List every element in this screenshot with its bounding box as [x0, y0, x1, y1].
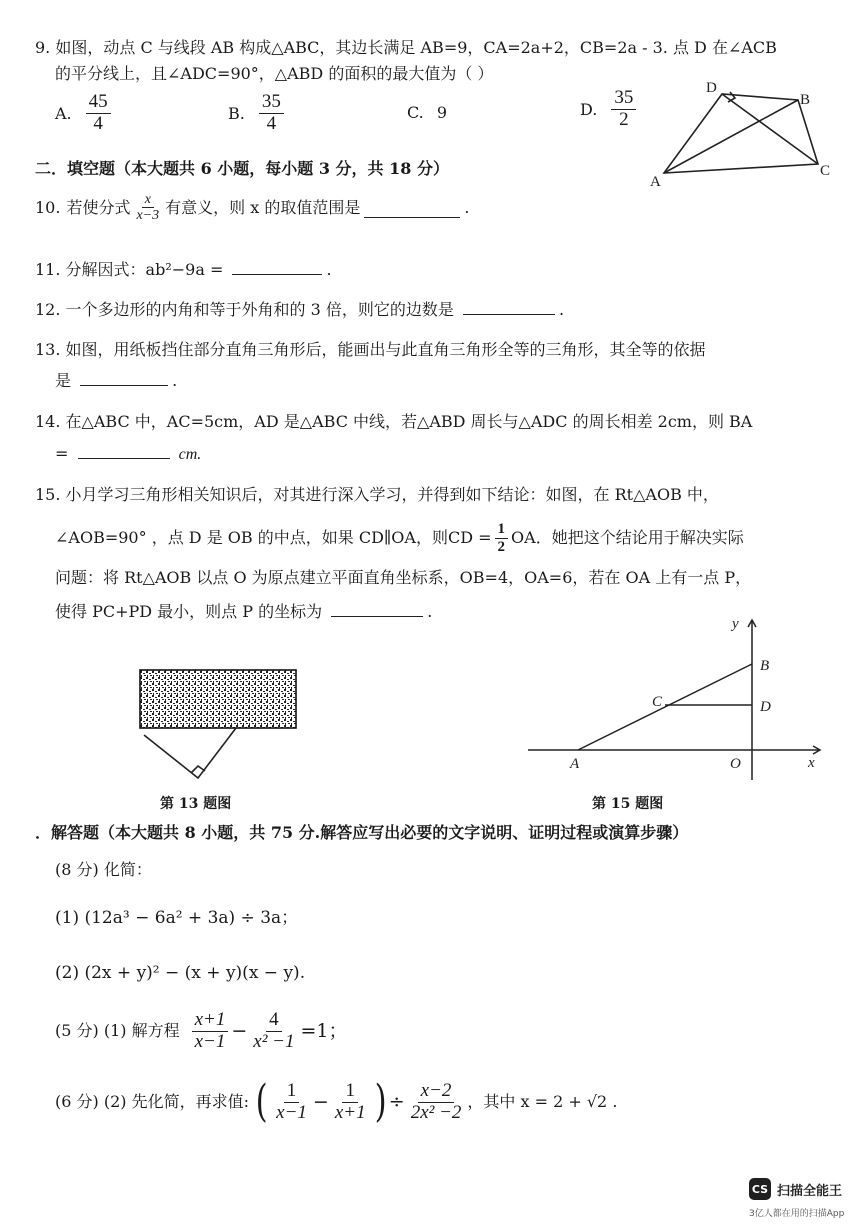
answer-blank[interactable]	[364, 197, 460, 218]
label-d: D	[706, 80, 717, 96]
question-text: 如图，用纸板挡住部分直角三角形后，能画出与此直角三角形全等的三角形，其全等的依据	[65, 340, 706, 359]
denominator: x² −1	[253, 1030, 295, 1052]
watermark-title: 扫描全能王	[777, 1183, 843, 1199]
numerator: 1	[495, 521, 509, 539]
label-o: O	[730, 756, 741, 772]
figure-q13-cardboard-triangle	[128, 665, 308, 790]
question-16-heading: (8 分) 化简：	[55, 860, 152, 879]
cardboard-cover	[140, 670, 296, 728]
right-paren: )	[374, 1076, 387, 1127]
label-c: C	[820, 163, 831, 179]
answer-blank[interactable]	[232, 256, 322, 275]
question-15-line3: 问题：将 Rt△AOB 以点 O 为原点建立平面直角坐标系，OB=4，OA=6，若在 OA 上有一点 P，	[55, 568, 752, 587]
left-paren: (	[255, 1076, 268, 1127]
question-17	[55, 1006, 348, 1056]
question-text: 若使分式	[66, 197, 131, 217]
question-number: 15.	[35, 485, 61, 504]
label-a: A	[650, 174, 661, 190]
question-text: 分解因式：ab²−9a =	[65, 260, 224, 279]
scanner-watermark	[749, 1178, 842, 1200]
question-16-part1: (1) (12a³ − 6a² + 3a) ÷ 3a；	[55, 908, 299, 928]
option-value: 9	[436, 103, 448, 122]
question-12: 12. 一个多边形的内角和等于外角和的 3 倍，则它的边数是 .	[35, 296, 564, 321]
question-number: 11.	[35, 260, 61, 279]
option-label: D.	[580, 99, 598, 119]
fraction-2	[332, 1081, 369, 1124]
question-text: ∠AOB=90° ，点 D 是 OB 的中点，如果 CD∥OA，则CD =	[55, 528, 492, 547]
label-c: C	[652, 694, 663, 710]
question-15-line2	[55, 521, 744, 555]
denominator: x+1	[334, 1101, 366, 1123]
question-14-line2	[55, 440, 201, 466]
numerator: 45	[86, 92, 111, 114]
question-13-line1	[35, 339, 706, 361]
triangle-visible-part	[144, 728, 236, 778]
numerator: 35	[611, 88, 636, 110]
question-18	[55, 1073, 617, 1131]
question-text: 在△ABC 中，AC=5cm，AD 是△ABC 中线，若△ABD 周长与△ADC 的周长相差 2cm，则 BA	[65, 412, 753, 431]
numerator: x−2	[418, 1081, 455, 1103]
option-a	[55, 92, 114, 135]
question-number: 12.	[35, 300, 61, 319]
caption-fig15: 第 15 题图	[592, 796, 664, 812]
question-9-line2: 的平分线上，且∠ADC=90°，△ABD 的面积的最大值为（ ）	[55, 64, 494, 83]
section-3-heading: ．解答题（本大题共 8 小题，共 75 分.解答应写出必要的文字说明、证明过程或演算步骤）	[35, 823, 689, 842]
question-15-line4: 使得 PC+PD 最小，则点 P 的坐标为 .	[55, 598, 432, 623]
denominator: 4	[266, 112, 277, 134]
answer-blank[interactable]	[80, 367, 168, 386]
question-number: 10.	[35, 197, 61, 217]
caption-fig13: 第 13 题图	[160, 796, 232, 812]
option-fraction	[611, 88, 636, 131]
question-number: 9.	[35, 38, 51, 57]
question-text: 使得 PC+PD 最小，则点 P 的坐标为	[55, 602, 323, 621]
option-label: C.	[407, 103, 424, 122]
answer-blank[interactable]	[78, 440, 170, 459]
minus-sign: −	[312, 1091, 329, 1113]
question-16-part2: (2) (2x + y)² − (x + y)(x − y).	[55, 963, 306, 983]
label-x: x	[808, 755, 815, 771]
question-10: 10. 若使分式 $\frac{x}{x-3}$ 有意义，则 x 的取值范围是 .	[35, 192, 470, 224]
answer-blank[interactable]	[331, 598, 423, 617]
denominator: 2	[497, 538, 506, 555]
question-text: 是	[55, 371, 72, 390]
option-b	[228, 92, 287, 135]
equation-tail: =1；	[300, 1020, 348, 1042]
segment-ab	[578, 664, 752, 750]
denominator: x−1	[276, 1101, 307, 1123]
equals-sign: =	[55, 444, 69, 463]
division-sign: ÷	[388, 1091, 405, 1113]
figure-q15-coordinate	[520, 612, 830, 792]
cs-logo-icon: CS	[749, 1178, 771, 1200]
option-fraction	[86, 92, 111, 135]
fraction-1	[192, 1010, 229, 1053]
label-a: A	[570, 756, 580, 772]
figure-q9-quadrilateral	[640, 76, 840, 191]
option-d	[580, 88, 639, 131]
question-number: 13.	[35, 340, 61, 359]
question-number: 14.	[35, 412, 61, 431]
right-angle-mark	[728, 92, 735, 102]
fraction-one-half	[495, 521, 509, 555]
label-d: D	[760, 699, 771, 715]
unit: cm.	[178, 446, 202, 463]
fraction	[133, 192, 162, 224]
label-y: y	[732, 616, 739, 632]
question-text: 一个多边形的内角和等于外角和的 3 倍，则它的边数是	[65, 300, 454, 319]
option-c	[407, 103, 447, 122]
question-text: 如图，动点 C 与线段 AB 构成△ABC，其边长满足 AB=9，CA=2a+2，CB=2a - 3. 点 D 在∠ACB	[55, 38, 777, 57]
question-9-line1	[35, 37, 777, 59]
denominator: x−1	[194, 1030, 226, 1052]
label-b: B	[800, 92, 811, 108]
question-15-line1	[35, 484, 719, 506]
condition-text: ，其中 x = 2 + √2 .	[467, 1092, 618, 1111]
denominator: 2x² −2	[410, 1101, 462, 1123]
option-fraction	[259, 92, 284, 135]
numerator: 1	[342, 1081, 358, 1103]
question-text: (5 分) (1) 解方程	[55, 1021, 180, 1040]
question-text: OA．她把这个结论用于解决实际	[511, 528, 744, 547]
watermark-subtitle: 3亿人都在用的扫描App	[749, 1209, 845, 1219]
denominator: 2	[619, 108, 629, 130]
minus-sign: −	[231, 1020, 248, 1042]
numerator: x	[142, 192, 154, 208]
question-text: 小月学习三角形相关知识后，对其进行深入学习，并得到如下结论：如图，在 Rt△AOB 中，	[65, 485, 719, 504]
numerator: x+1	[192, 1010, 229, 1032]
fraction-1	[273, 1081, 310, 1124]
denominator: 4	[93, 112, 103, 134]
numerator: 4	[266, 1010, 282, 1032]
numerator: 35	[259, 92, 284, 114]
denominator: x−3	[136, 208, 160, 224]
answer-blank[interactable]	[463, 296, 555, 315]
numerator: 1	[284, 1081, 300, 1103]
fraction-2	[250, 1010, 297, 1053]
question-text: 有意义，则 x 的取值范围是	[165, 197, 361, 217]
question-14-line1	[35, 411, 752, 433]
question-text: (6 分) (2) 先化简，再求值:	[55, 1092, 249, 1111]
option-label: B.	[228, 103, 245, 123]
question-11: 11. 分解因式：ab²−9a = .	[35, 256, 332, 281]
section-2-heading: 二．填空题（本大题共 6 小题，每小题 3 分，共 18 分）	[35, 159, 449, 178]
question-13-line2: 是 .	[55, 367, 177, 392]
fraction-3	[408, 1081, 465, 1124]
option-label: A.	[55, 103, 72, 123]
diagonal-ab	[664, 100, 798, 173]
label-b: B	[760, 658, 770, 674]
